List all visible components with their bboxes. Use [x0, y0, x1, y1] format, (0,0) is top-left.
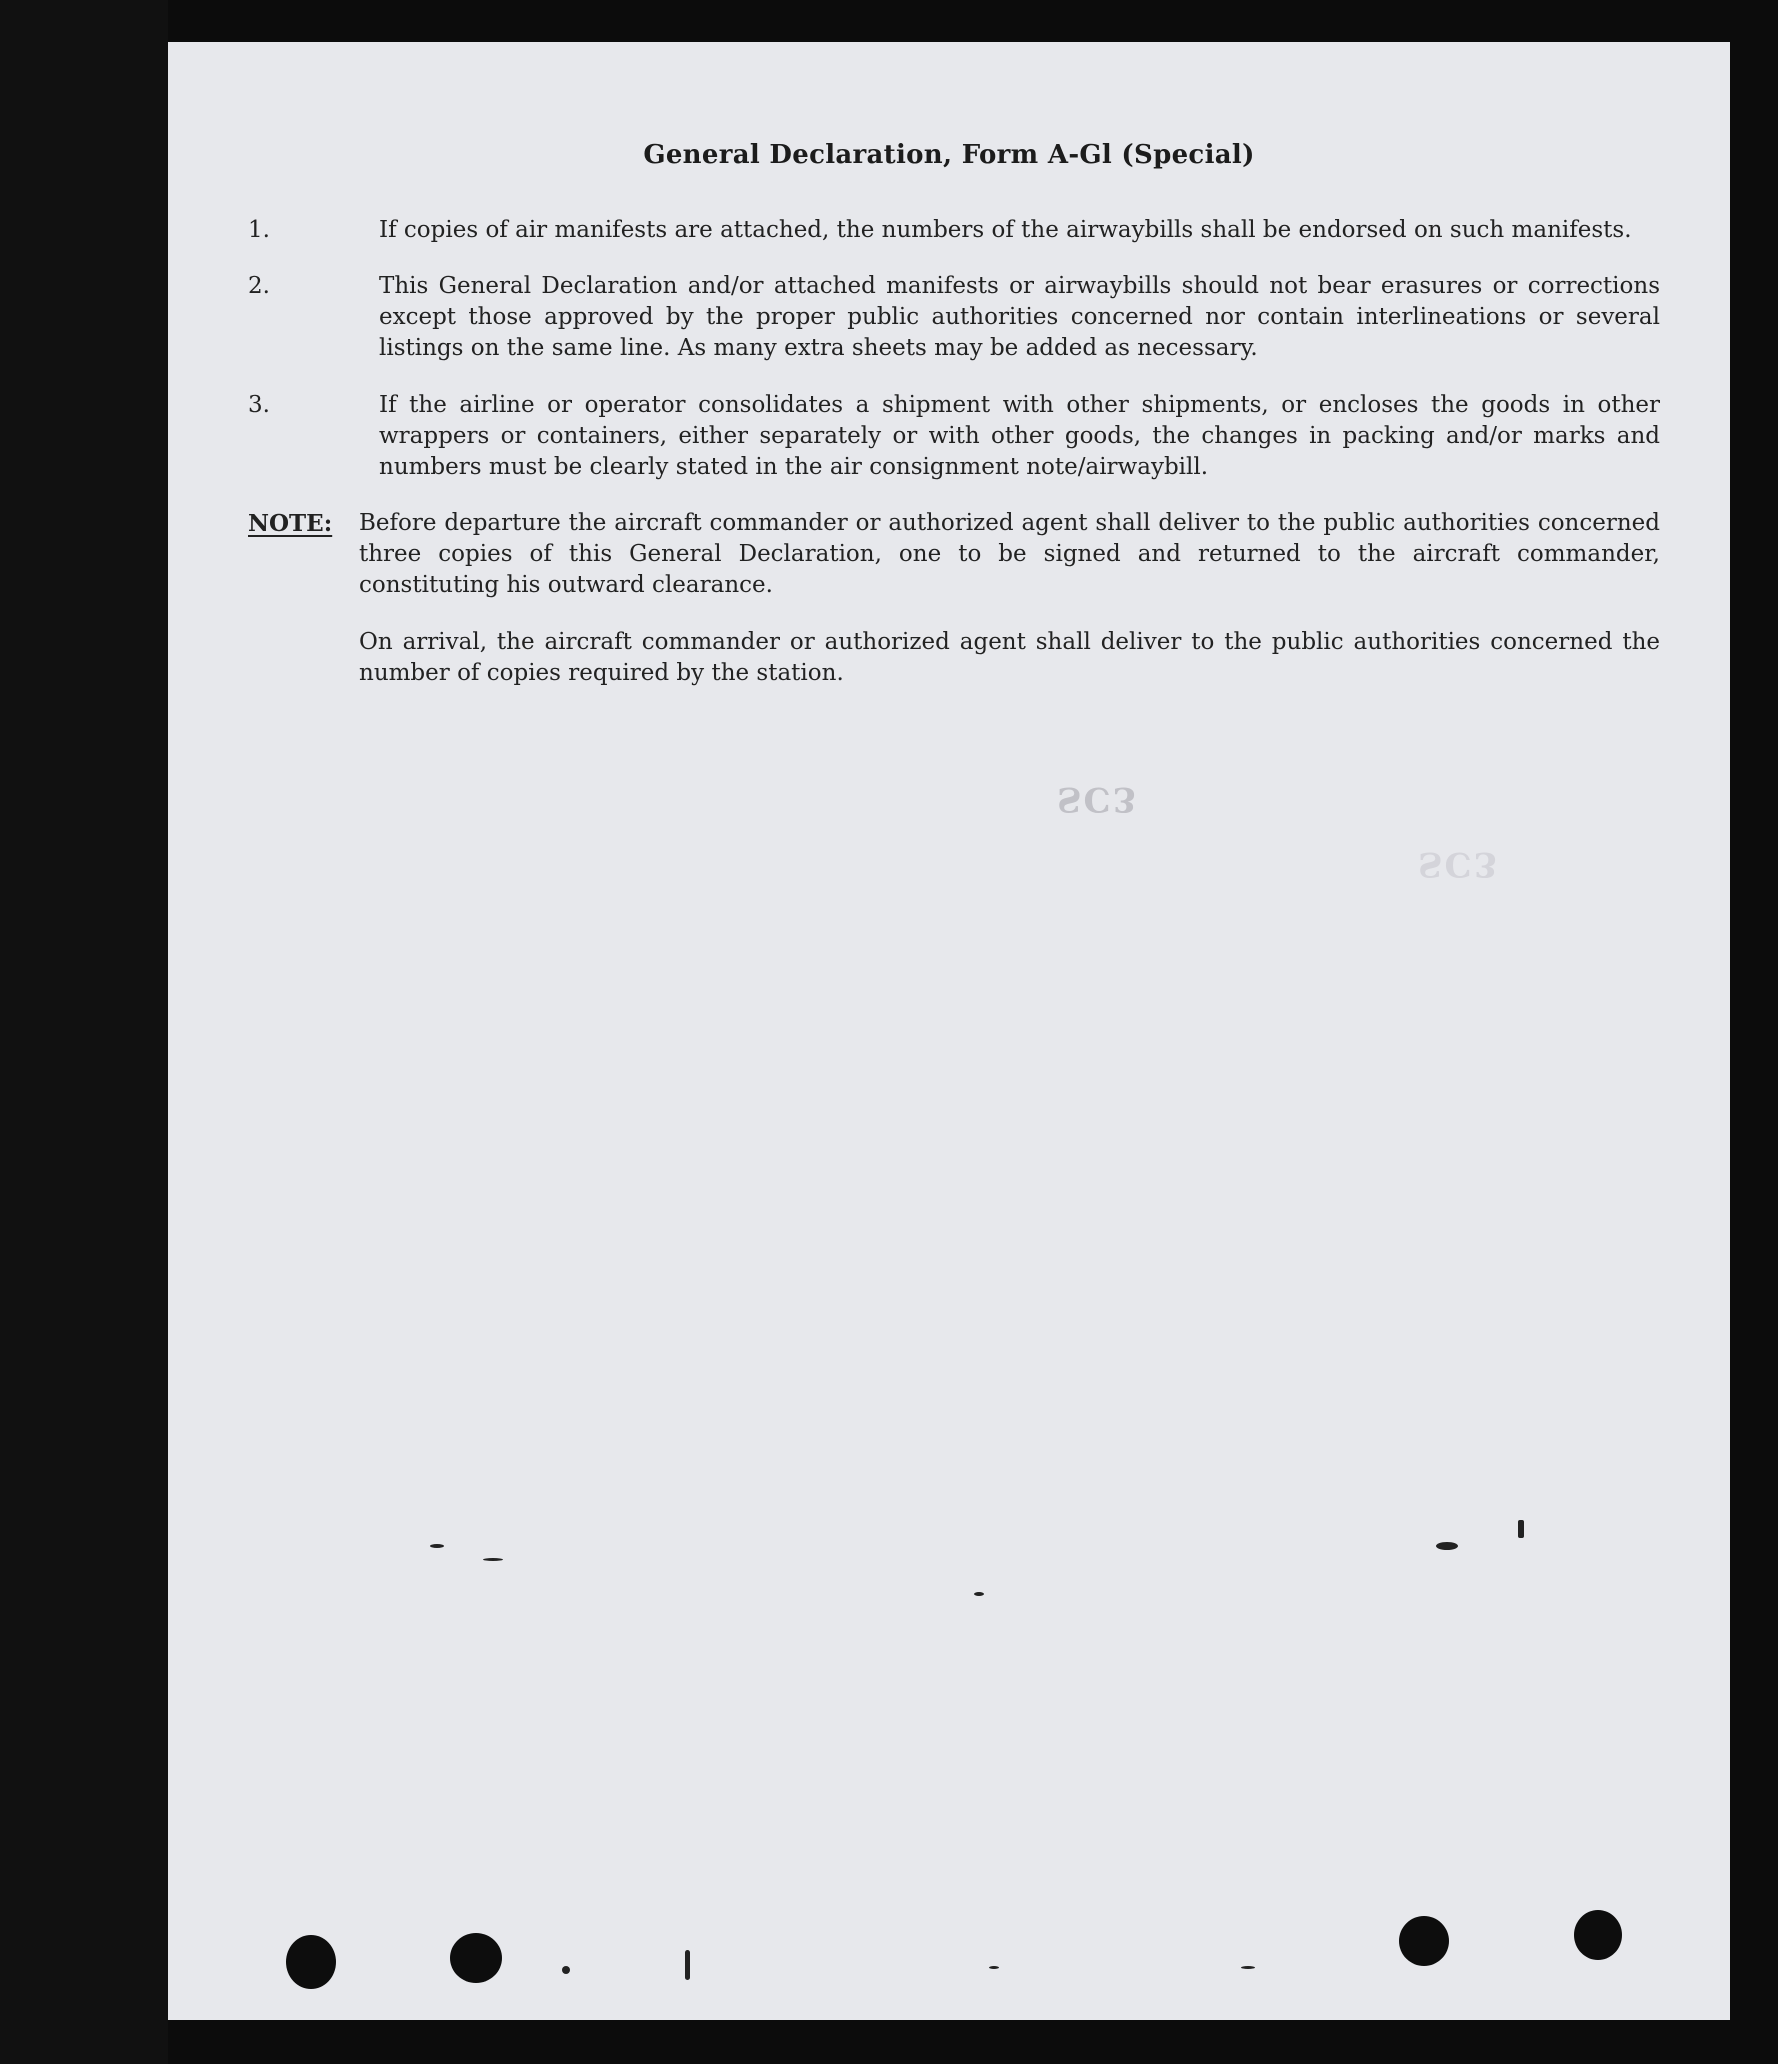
list-item-3	[248, 390, 1660, 483]
note-block	[248, 508, 1660, 601]
item-number: 2.	[248, 273, 270, 299]
speck-mark	[1518, 1520, 1524, 1538]
speck-mark	[562, 1966, 570, 1974]
punch-hole-mark	[1399, 1916, 1449, 1966]
document-title: General Declaration, Form A-Gl (Special)	[643, 140, 1255, 170]
punch-hole-mark	[1574, 1910, 1622, 1960]
faint-stamp-mark: SC3	[1418, 844, 1500, 884]
speck-mark	[989, 1966, 999, 1969]
item-text: If the airline or operator consolidates a shipment with other shipments, or encloses the goods in other wrappers or containers, either separately or with other goods, the changes in packing and/or marks and numbers must be clearly stated in the air consignment note/airwaybill.	[379, 392, 1660, 480]
speck-mark	[1241, 1966, 1255, 1969]
punch-hole-mark	[450, 1933, 502, 1983]
item-number: 1.	[248, 217, 270, 243]
speck-mark	[430, 1544, 444, 1548]
speck-mark	[1436, 1542, 1458, 1550]
punch-hole-mark	[286, 1935, 336, 1989]
arrival-paragraph: On arrival, the aircraft commander or authorized agent shall deliver to the public authorities concerned the number of copies required by the station.	[359, 629, 1660, 686]
faint-stamp-mark: SC3	[1057, 779, 1139, 819]
item-number: 3.	[248, 392, 270, 418]
item-text: This General Declaration and/or attached manifests or airwaybills should not bear erasures or corrections except those approved by the proper public authorities concerned nor contain interlineations or several listings on the same line. As many extra sheets may be added as necessary.	[379, 273, 1660, 361]
speck-mark	[685, 1950, 690, 1980]
speck-mark	[483, 1558, 503, 1561]
item-text: If copies of air manifests are attached, the numbers of the airwaybills shall be endorsed on such manifests.	[379, 217, 1632, 243]
speck-mark	[974, 1592, 984, 1596]
list-item-1	[248, 215, 1660, 246]
scan-left-margin	[0, 0, 168, 2064]
list-item-2	[248, 271, 1660, 364]
note-label: NOTE:	[248, 510, 333, 537]
note-text: Before departure the aircraft commander or authorized agent shall deliver to the public authorities concerned three copies of this General Declaration, one to be signed and returned to the aircraft commander, constituting his outward clearance.	[359, 510, 1660, 598]
document-page	[168, 42, 1730, 2020]
